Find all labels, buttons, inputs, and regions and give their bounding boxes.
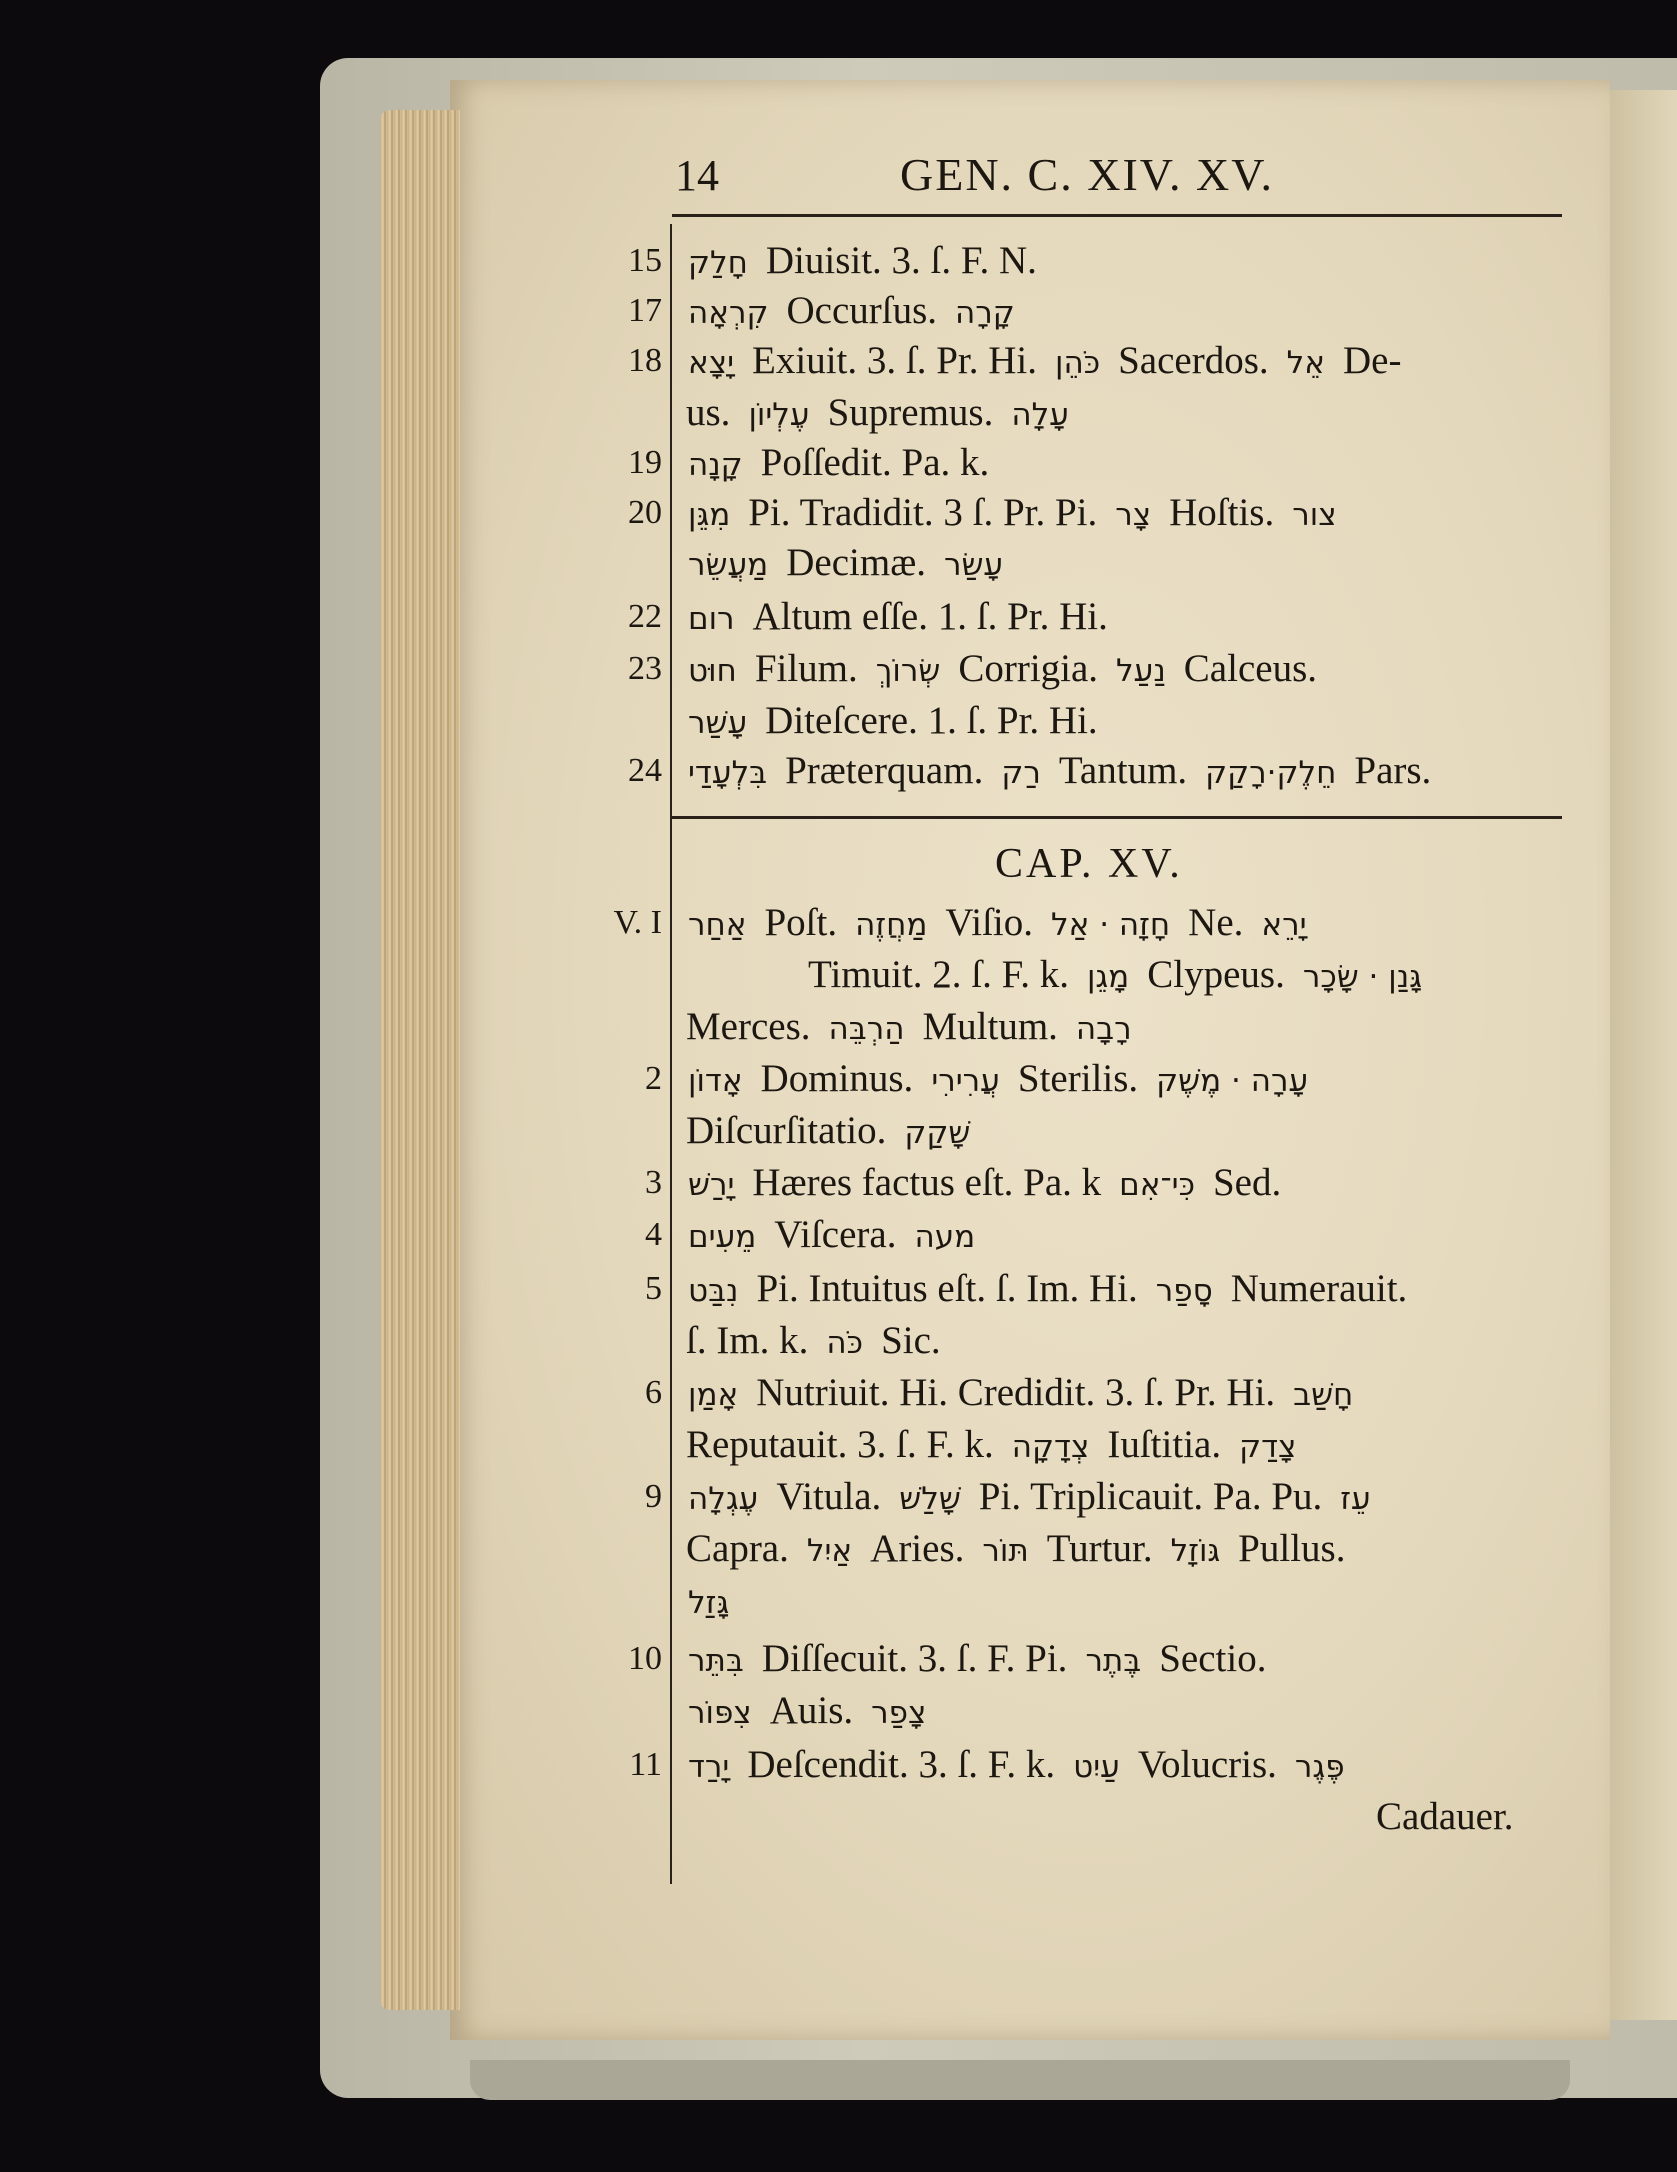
latin-gloss: Tantum. [1058, 749, 1188, 792]
latin-gloss: Hæres factus eſt. Pa. k [752, 1161, 1102, 1204]
hebrew-word: קִרְאָה [688, 295, 769, 331]
hebrew-word: צָדַק [1239, 1429, 1297, 1465]
hebrew-word: מִגֵּן [688, 497, 731, 533]
hebrew-word: אָדוֹן [688, 1063, 743, 1099]
line-text [678, 1370, 1363, 1415]
line-text [678, 1636, 1274, 1681]
hebrew-word: סָפַר [1155, 1273, 1213, 1309]
line-text [678, 1742, 1355, 1787]
line-text [678, 1318, 949, 1363]
verse-number: 24 [628, 752, 662, 789]
page-header [675, 140, 1675, 200]
latin-gloss: Dominus. [760, 1057, 914, 1100]
line-text [678, 1578, 739, 1623]
book-cover-bottom-edge [470, 2060, 1570, 2100]
latin-gloss: De- [1342, 339, 1402, 382]
hebrew-word: גָּזַל [688, 1585, 730, 1621]
line-text [678, 338, 1409, 383]
page-edges [380, 110, 460, 2010]
line-text [678, 540, 1013, 585]
verse-number: 6 [645, 1374, 662, 1411]
hebrew-word: בִּתֵּר [688, 1643, 744, 1679]
hebrew-word: שָׁלַשׁ [899, 1481, 961, 1517]
hebrew-word: מַחֲזֶה [855, 907, 928, 943]
hebrew-word: אֵל [1286, 345, 1325, 381]
hebrew-word: מַעֲשֵׂר [688, 547, 769, 583]
hebrew-word: יָרַשׁ [688, 1167, 735, 1203]
line-text [678, 698, 1106, 743]
latin-gloss: us. [686, 391, 731, 434]
hebrew-word: נִבַּט [688, 1273, 739, 1309]
latin-gloss: Pi. Tradidit. 3 ſ. Pr. Pi. [748, 491, 1098, 534]
verse-number: 9 [645, 1478, 662, 1515]
latin-gloss: Aries. [870, 1527, 965, 1570]
hebrew-word: גּוֹזָל [1170, 1533, 1221, 1569]
line-text [678, 440, 997, 485]
hebrew-word: צְדָקָה [1011, 1429, 1090, 1465]
latin-gloss: Merces. [686, 1005, 811, 1048]
latin-gloss: Sectio. [1159, 1637, 1267, 1680]
hebrew-word: חָזָה · אַל [1051, 907, 1171, 943]
latin-gloss: Hoſtis. [1169, 491, 1275, 534]
hebrew-word: חָשַׁב [1293, 1377, 1354, 1413]
line-text [678, 1474, 1381, 1519]
verse-number: 22 [628, 598, 662, 635]
line-text [678, 594, 1116, 639]
latin-gloss: Sacerdos. [1118, 339, 1269, 382]
latin-gloss: Supremus. [827, 391, 994, 434]
line-text [678, 1212, 985, 1257]
latin-gloss: Capra. [686, 1527, 789, 1570]
hebrew-word: כֹּהֵן [1055, 345, 1101, 381]
hebrew-word: אַחַר [688, 907, 747, 943]
hebrew-word: יָרֵא [1261, 907, 1307, 943]
line-text [678, 490, 1347, 535]
hebrew-word: אָמַן [688, 1377, 739, 1413]
latin-gloss: Reputauit. 3. ſ. F. k. [686, 1423, 994, 1466]
latin-gloss: Diuisit. 3. ſ. F. N. [765, 239, 1037, 282]
line-text [678, 1266, 1415, 1311]
hebrew-word: כֹּה [826, 1325, 864, 1361]
latin-gloss: Multum. [922, 1005, 1058, 1048]
hebrew-word: עֶלְיוֹן [748, 397, 810, 433]
latin-gloss: Diteſcere. 1. ſ. Pr. Hi. [765, 699, 1098, 742]
latin-gloss: Præterquam. [785, 749, 984, 792]
latin-gloss: Sic. [881, 1319, 941, 1362]
latin-gloss: Deſcendit. 3. ſ. F. k. [747, 1743, 1056, 1786]
verse-number: 15 [628, 242, 662, 279]
latin-gloss: Calceus. [1183, 647, 1318, 690]
latin-gloss: Poſt. [764, 901, 838, 944]
line-text [678, 238, 1045, 283]
latin-gloss: Pars. [1354, 749, 1432, 792]
verse-number: 5 [645, 1270, 662, 1307]
verse-number: 4 [645, 1216, 662, 1253]
hebrew-word: יָצָא [688, 345, 735, 381]
hebrew-word: אַיִל [806, 1533, 853, 1569]
latin-gloss: ſ. Im. k. [686, 1319, 809, 1362]
verse-number: 17 [628, 292, 662, 329]
line-text [678, 900, 1317, 945]
line-text [678, 1004, 1142, 1049]
hebrew-word: קָנָה [688, 447, 743, 483]
line-text [678, 1688, 936, 1733]
hebrew-word: גָּנַן · שָׂכָר [1302, 959, 1422, 995]
verse-number: 2 [645, 1060, 662, 1097]
latin-gloss: Poſſedit. Pa. k. [760, 441, 990, 484]
line-text [678, 390, 1079, 435]
hebrew-word: עָשַׂר [943, 547, 1004, 583]
latin-gloss: Turtur. [1046, 1527, 1153, 1570]
latin-gloss: Nutriuit. Hi. Credidit. 3. ſ. Pr. Hi. [756, 1371, 1276, 1414]
line-text [678, 1526, 1353, 1571]
latin-gloss: Filum. [754, 647, 858, 690]
verse-number: V. I [613, 904, 662, 941]
latin-gloss: Pullus. [1238, 1527, 1346, 1570]
hebrew-word: עֲרִירִי [931, 1063, 1000, 1099]
hebrew-word: חָלַק [688, 245, 748, 281]
latin-gloss: Exiuit. 3. ſ. Pr. Hi. [752, 339, 1037, 382]
hebrew-word: מֵעִים [688, 1219, 757, 1255]
latin-gloss: Timuit. 2. ſ. F. k. [808, 953, 1069, 996]
hebrew-word: עָלָה [1011, 397, 1069, 433]
latin-gloss: Clypeus. [1147, 953, 1285, 996]
latin-gloss: Numerauit. [1230, 1267, 1408, 1310]
verse-number: 19 [628, 444, 662, 481]
verse-number: 23 [628, 650, 662, 687]
line-text [678, 1422, 1306, 1467]
hebrew-word: עַיִט [1073, 1749, 1120, 1785]
latin-gloss: Auis. [769, 1689, 854, 1732]
hebrew-word: פֶּגֶר [1294, 1749, 1345, 1785]
hebrew-word: מעה [914, 1219, 976, 1255]
hebrew-word: חוּט [688, 653, 737, 689]
facing-page-edge [1605, 90, 1677, 2020]
hebrew-word: עָשַׁר [688, 705, 748, 741]
latin-gloss: Viſio. [945, 901, 1033, 944]
running-title: GEN. C. XIV. XV. [900, 149, 1275, 200]
latin-gloss: Viſcera. [774, 1213, 897, 1256]
line-text [678, 1108, 980, 1153]
latin-gloss: Pi. Intuitus eſt. ſ. Im. Hi. [756, 1267, 1138, 1310]
verse-number: 10 [628, 1640, 662, 1677]
line-text [1368, 1794, 1522, 1839]
latin-gloss: Sterilis. [1017, 1057, 1139, 1100]
chapter-rule [672, 816, 1562, 819]
latin-gloss: Volucris. [1137, 1743, 1277, 1786]
hebrew-word: יָרַד [688, 1749, 730, 1785]
hebrew-word: שְׂרוֹךְ [875, 653, 941, 689]
latin-gloss: Cadauer. [1376, 1795, 1514, 1838]
hebrew-word: עָרָה · מֶשֶׁק [1156, 1063, 1309, 1099]
latin-gloss: Altum eſſe. 1. ſ. Pr. Hi. [752, 595, 1108, 638]
hebrew-word: חֵלֶק·רָקַק [1205, 755, 1337, 791]
hebrew-word: רום [688, 601, 735, 637]
hebrew-word: צור [1292, 497, 1337, 533]
latin-gloss: Corrigia. [958, 647, 1099, 690]
line-text [800, 952, 1432, 997]
line-text [678, 748, 1439, 793]
line-text [678, 288, 1025, 333]
latin-gloss: Occurſus. [786, 289, 938, 332]
latin-gloss: Vitula. [776, 1475, 882, 1518]
hebrew-word: צִפּוֹר [688, 1695, 752, 1731]
line-text [678, 1056, 1318, 1101]
hebrew-word: הַרְבֵּה [828, 1011, 905, 1047]
verse-number: 3 [645, 1164, 662, 1201]
hebrew-word: קָרָה [955, 295, 1015, 331]
hebrew-word: בֶּתֶר [1085, 1643, 1142, 1679]
page-number: 14 [675, 151, 719, 200]
hebrew-word: תּוֹר [982, 1533, 1029, 1569]
hebrew-word: רָבָה [1075, 1011, 1132, 1047]
verse-column-rule [670, 224, 672, 1884]
latin-gloss: Diſcurſitatio. [686, 1109, 887, 1152]
latin-gloss: Decimæ. [786, 541, 926, 584]
line-text [678, 1160, 1289, 1205]
latin-gloss: Ne. [1188, 901, 1244, 944]
hebrew-word: צָפַר [871, 1695, 927, 1731]
hebrew-word: מָגֵן [1086, 959, 1130, 995]
verse-number: 11 [629, 1746, 662, 1783]
hebrew-word: נַעַל [1116, 653, 1166, 689]
latin-gloss: Iuſtitia. [1107, 1423, 1222, 1466]
latin-gloss: Pi. Triplicauit. Pa. Pu. [978, 1475, 1323, 1518]
verse-number: 20 [628, 494, 662, 531]
latin-gloss: Diſſecuit. 3. ſ. F. Pi. [761, 1637, 1068, 1680]
hebrew-word: שָׁקַק [904, 1115, 971, 1151]
hebrew-word: בִּלְעָדַי [688, 755, 768, 791]
hebrew-word: רַק [1001, 755, 1041, 791]
hebrew-word: כִּי־אִם [1119, 1167, 1195, 1203]
line-text [678, 646, 1325, 691]
latin-gloss: Sed. [1212, 1161, 1282, 1204]
hebrew-word: צָר [1115, 497, 1152, 533]
verse-number: 18 [628, 342, 662, 379]
hebrew-word: עֶגְלָה [688, 1481, 759, 1517]
chapter-heading: CAP. XV. [995, 841, 1183, 887]
header-rule [672, 214, 1562, 217]
hebrew-word: עֵז [1340, 1481, 1371, 1517]
